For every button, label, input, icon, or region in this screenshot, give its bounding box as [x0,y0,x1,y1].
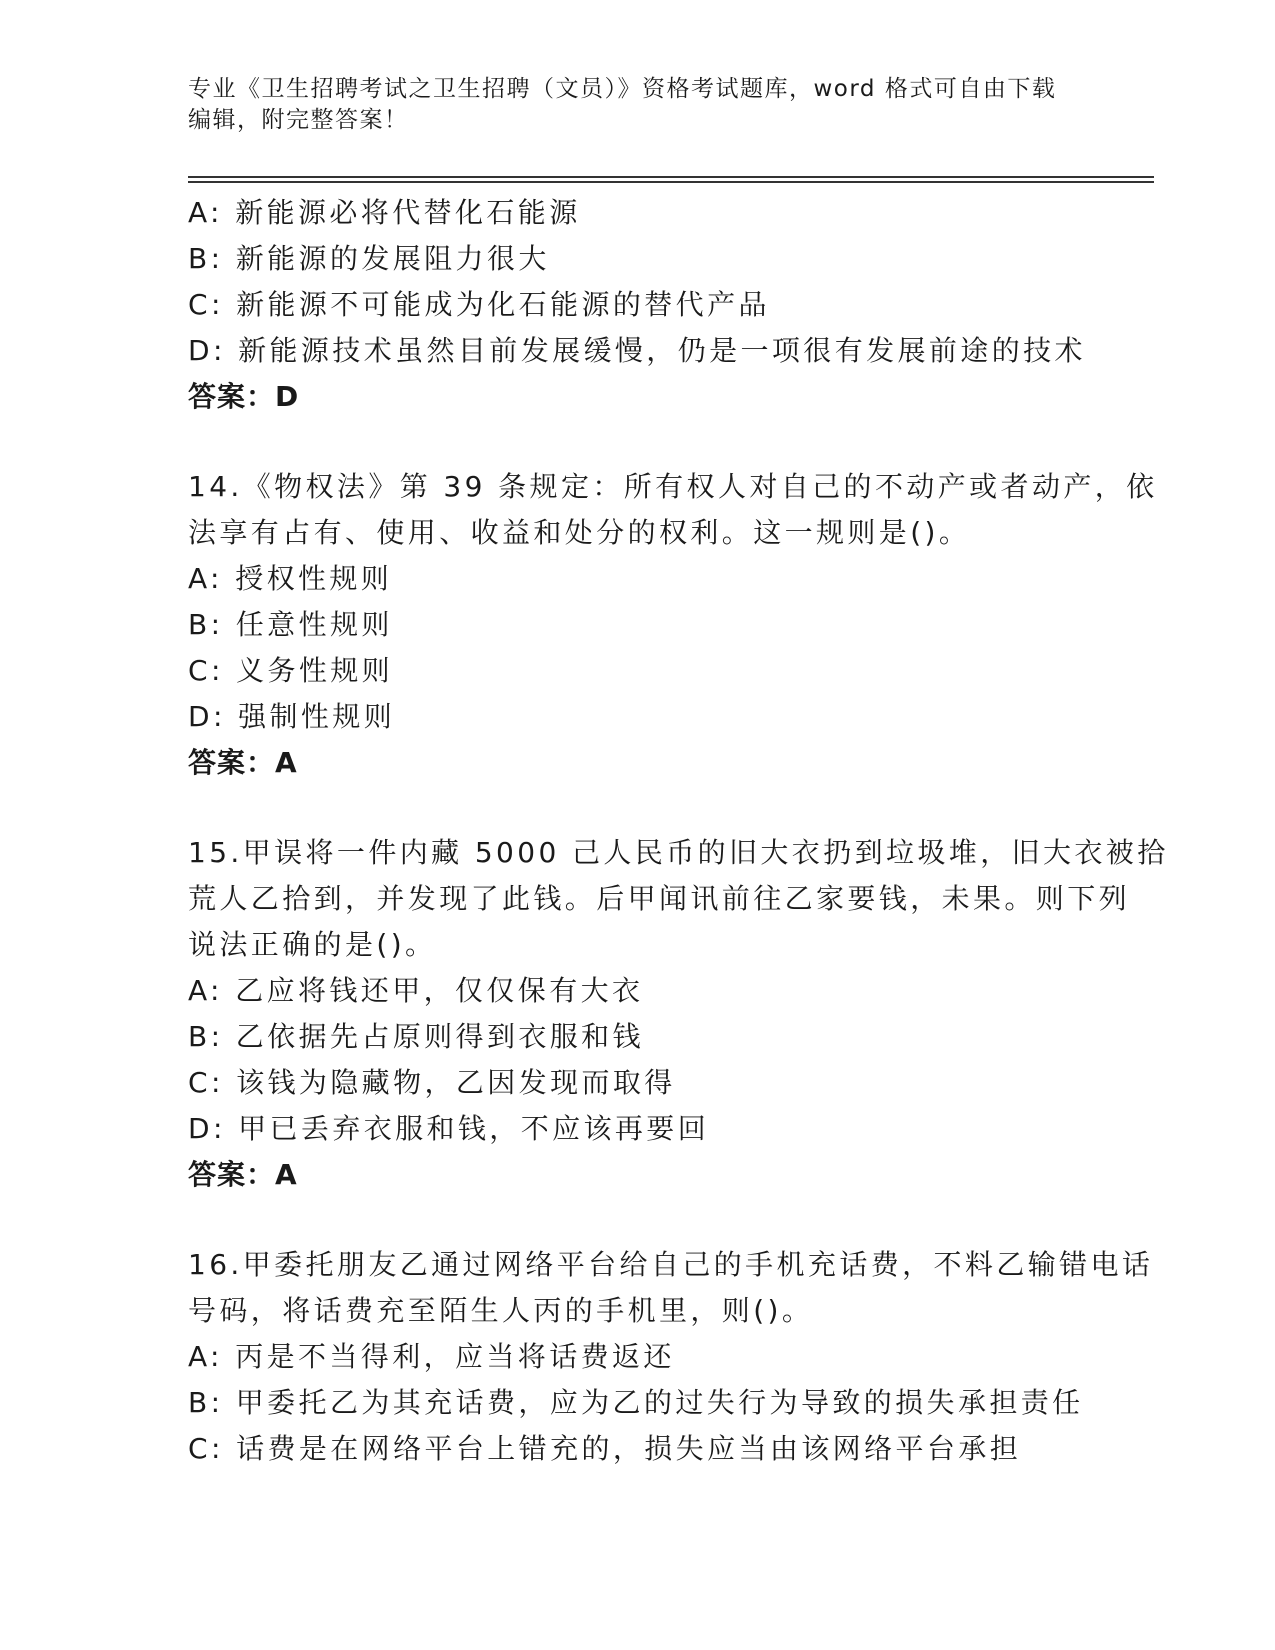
question-text-line: 14.《物权法》第 39 条规定：所有权人对自己的不动产或者动产，依 [188,470,1158,503]
option-c: C: 新能源不可能成为化石能源的替代产品 [188,288,770,321]
question-list [188,190,1169,1472]
option-b: B: 任意性规则 [188,608,393,641]
question-text-line: 说法正确的是()。 [188,928,437,961]
option-c: C: 义务性规则 [188,654,394,687]
question-13-block [188,190,1088,420]
question-text-line: 15.甲误将一件内藏 5000 己人民币的旧大衣扔到垃圾堆，旧大衣被拾 [188,836,1169,869]
question-15-block [188,830,1169,1198]
answer: 答案：A [188,746,298,779]
question-14-block [188,464,1158,786]
option-b: B: 乙依据先占原则得到衣服和钱 [188,1020,644,1053]
option-a: A: 新能源必将代替化石能源 [188,196,581,229]
option-d: D: 强制性规则 [188,700,396,733]
spacer [188,786,1088,830]
option-b: B: 甲委托乙为其充话费，应为乙的过失行为导致的损失承担责任 [188,1386,1084,1419]
question-16-block [188,1242,1154,1472]
question-text-line: 法享有占有、使用、收益和处分的权利。这一规则是()。 [188,516,971,549]
option-c: C: 该钱为隐藏物，乙因发现而取得 [188,1066,676,1099]
option-a: A: 丙是不当得利，应当将话费返还 [188,1340,675,1373]
header-line-1: 专业《卫生招聘考试之卫生招聘（文员）》资格考试题库，word 格式可自由下载 [188,76,1057,102]
option-d: D: 甲已丢弃衣服和钱，不应该再要回 [188,1112,710,1145]
header-line-2: 编辑，附完整答案！ [188,107,409,133]
option-a: A: 乙应将钱还甲，仅仅保有大衣 [188,974,644,1007]
question-text-line: 号码，将话费充至陌生人丙的手机里，则()。 [188,1294,814,1327]
answer: 答案：D [188,380,300,413]
question-text-line: 荒人乙拾到，并发现了此钱。后甲闻讯前往乙家要钱，未果。则下列 [188,882,1131,915]
answer: 答案：A [188,1158,298,1191]
header-rule-top [188,176,1154,178]
option-d: D: 新能源技术虽然目前发展缓慢，仍是一项很有发展前途的技术 [188,334,1086,367]
spacer [188,1198,1088,1242]
spacer [188,420,1088,464]
document-header [188,74,1088,136]
option-a: A: 授权性规则 [188,562,393,595]
question-text-line: 16.甲委托朋友乙通过网络平台给自己的手机充话费，不料乙输错电话 [188,1248,1154,1281]
option-c: C: 话费是在网络平台上错充的，损失应当由该网络平台承担 [188,1432,1022,1465]
header-rule-bottom [188,181,1154,183]
option-b: B: 新能源的发展阻力很大 [188,242,550,275]
